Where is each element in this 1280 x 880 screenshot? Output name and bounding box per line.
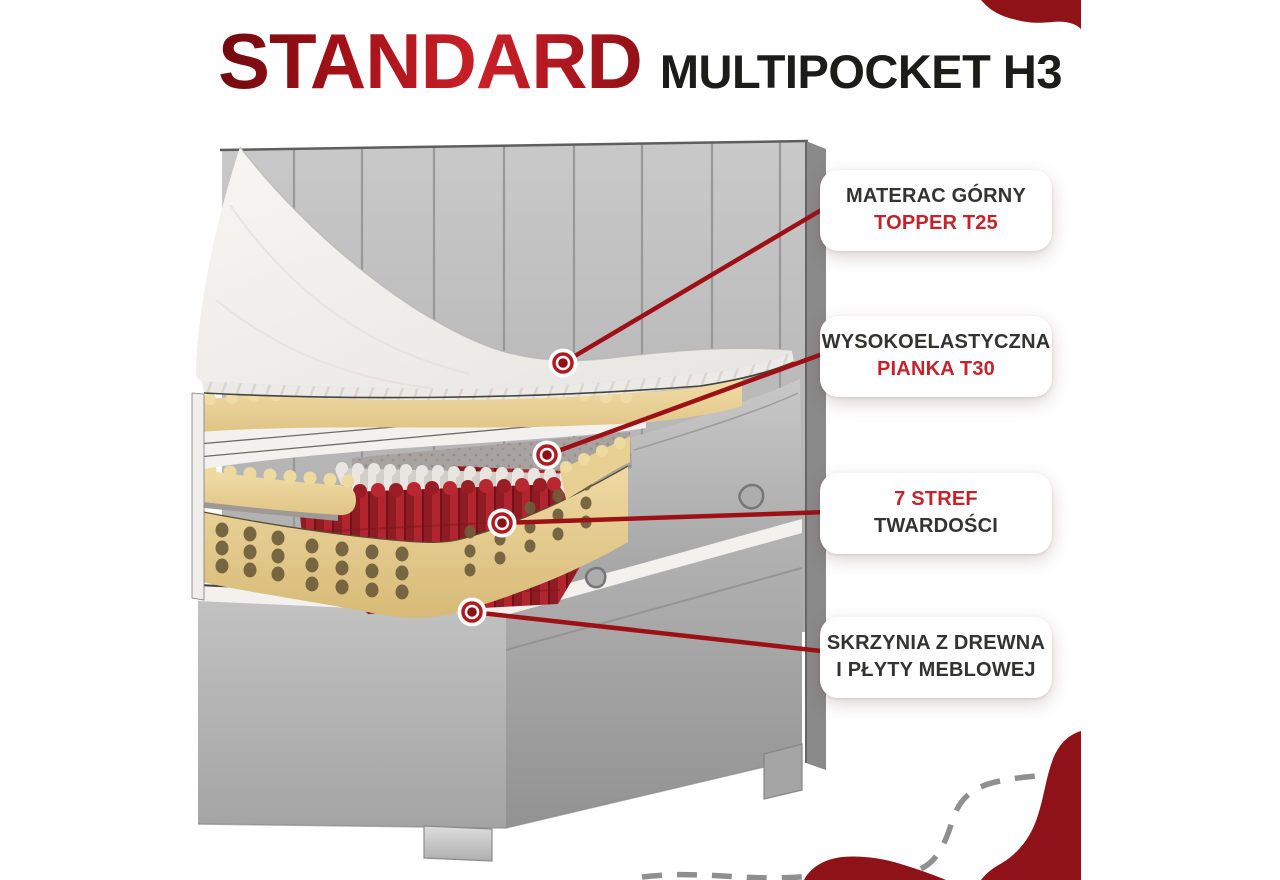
callout-box-zones [820, 473, 1052, 554]
front-foot [424, 826, 492, 861]
callout-topper-line2: TOPPER T25 [874, 212, 998, 234]
handle-left [586, 568, 605, 587]
callout-storage-line2: I PŁYTY MEBLOWEJ [836, 659, 1036, 681]
marker-zones [488, 509, 517, 538]
callout-box-foam [820, 316, 1052, 397]
callout-zones-line1: 7 STREF [894, 488, 978, 510]
callout-box-topper [820, 170, 1052, 251]
callout-topper-line1: MATERAC GÓRNY [845, 185, 1026, 207]
marker-box [458, 598, 487, 627]
title-secondary: MULTIPOCKET H3 [659, 45, 1062, 98]
callout-foam-line2: PIANKA T30 [877, 358, 995, 380]
page-title [0, 17, 1280, 105]
handle-right [739, 485, 763, 508]
marker-foam [533, 441, 562, 470]
callout-box-storage [820, 617, 1052, 698]
mattress-cut-edge [192, 393, 204, 600]
deco-blob-bottom-corner [981, 731, 1081, 880]
right-foot [764, 744, 802, 799]
callout-foam-line1: WYSOKOELASTYCZNA [821, 331, 1051, 353]
callout-storage-line1: SKRZYNIA Z DREWNA [826, 632, 1046, 654]
title-primary: STANDARD [218, 17, 642, 105]
marker-topper [549, 349, 578, 378]
callout-zones-line2: TWARDOŚCI [873, 515, 999, 537]
